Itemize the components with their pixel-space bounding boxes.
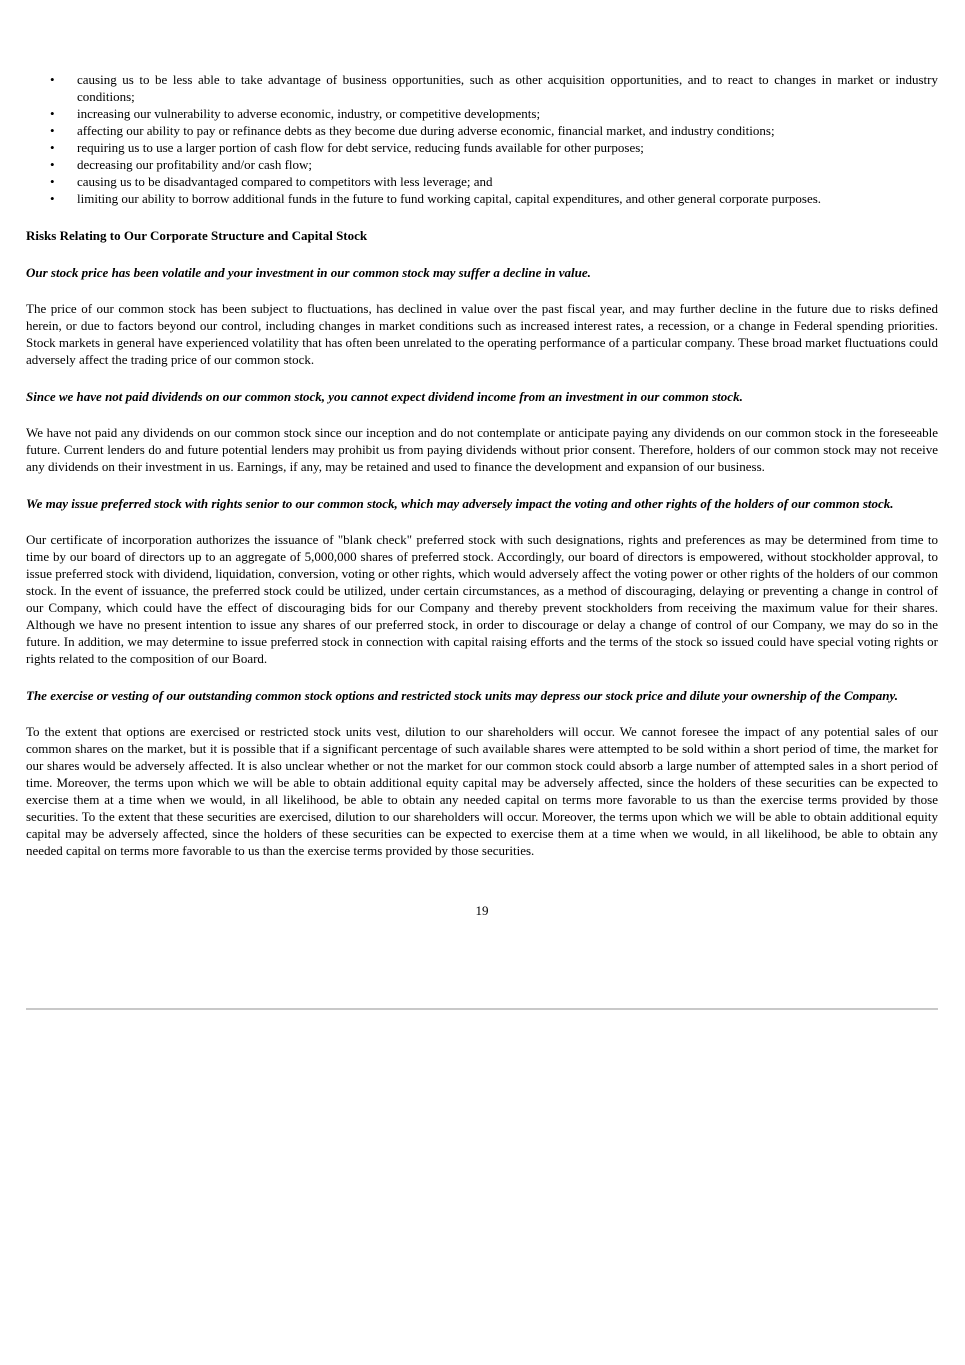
document-page [26, 71, 938, 919]
bullet-icon: • [50, 123, 55, 138]
list-item [26, 173, 938, 190]
risk-body-stock-volatility: The price of our common stock has been subject to fluctuations, has declined in value over the past fiscal year, and may further decline in the future due to risks defined herein, or due to factors beyond our control, including changes in market conditions such as increased interest rates, a recession, or a change in Federal spending priorities. Stock markets in general have experienced volatility that has often been unrelated to the operating performance of a particular company. These broad market fluctuations could adversely affect the trading price of our common stock. [26, 301, 938, 367]
list-item [26, 190, 938, 207]
bullet-icon: • [50, 157, 55, 172]
risk-title-dividends: Since we have not paid dividends on our common stock, you cannot expect dividend income from an investment in our common stock. [26, 389, 743, 404]
bullet-icon: • [50, 72, 55, 87]
risk-body-preferred-stock: Our certificate of incorporation authorizes the issuance of "blank check" preferred stock with such designations, rights and preferences as may be determined from time to time by our board of directors up to an aggregate of 5,000,000 shares of preferred stock. Accordingly, our board of directors is empowered, without stockholder approval, to issue preferred stock with dividend, liquidation, conversion, voting or other rights, which would adversely affect the voting power or other rights of the holders of our common stock. In the event of issuance, the preferred stock could be utilized, under certain circumstances, as a method of discouraging, delaying or preventing a change in control of our Company, which could have the effect of discouraging bids for our Company and thereby prevent stockholders from receiving the maximum value for their shares. Although we have no present intention to issue any shares of our preferred stock, in order to discourage or delay a change of control of our Company, we may do so in the future. In addition, we may determine to issue preferred stock in connection with capital raising efforts and the terms of the stock so issued could have special voting rights or rights related to the composition of our Board. [26, 532, 938, 666]
list-item [26, 122, 938, 139]
risk-title-stock-volatility: Our stock price has been volatile and your investment in our common stock may suffer a decline in value. [26, 265, 591, 280]
section-heading: Risks Relating to Our Corporate Structure and Capital Stock [26, 228, 368, 243]
list-item-text: increasing our vulnerability to adverse economic, industry, or competitive developments; [77, 106, 541, 121]
page-number: 19 [475, 903, 489, 918]
bullet-icon: • [50, 191, 55, 206]
list-item-text: affecting our ability to pay or refinance debts as they become due during adverse economic, financial market, and industry conditions; [77, 123, 775, 138]
list-item [26, 105, 938, 122]
list-item [26, 156, 938, 173]
list-item-text: causing us to be disadvantaged compared to competitors with less leverage; and [77, 174, 493, 189]
risk-title-preferred-stock: We may issue preferred stock with rights senior to our common stock, which may adversely impact the voting and other rights of the holders of our common stock. [26, 496, 894, 511]
list-item [26, 71, 938, 105]
risk-body-dilution: To the extent that options are exercised or restricted stock units vest, dilution to our shareholders will occur. We cannot foresee the impact of any potential sales of our common shares on the market, but it is possible that if a significant percentage of such available shares were attempted to be sold within a short period of time, the market for our shares would be adversely affected. It is also unclear whether or not the market for our common stock could absorb a large number of attempted sales in a short period of time. Moreover, the terms upon which we will be able to obtain additional equity capital may be adversely affected, since the holders of these securities can be expected to exercise them at a time when we would, in all likelihood, be able to obtain any needed capital on terms more favorable to us than the exercise terms provided by those securities. To the extent that these securities are exercised, dilution to our shareholders will occur. Moreover, the terms upon which we will be able to obtain additional equity capital may be adversely affected, since the holders of these securities can be expected to exercise them at a time when we would, in all likelihood, be able to obtain any needed capital on terms more favorable to us than the exercise terms provided by those securities. [26, 724, 938, 858]
leverage-effects-list [26, 71, 938, 207]
bullet-icon: • [50, 174, 55, 189]
bullet-icon: • [50, 106, 55, 121]
list-item-text: decreasing our profitability and/or cash flow; [77, 157, 313, 172]
list-item-text: limiting our ability to borrow additional funds in the future to fund working capital, capital expenditures, and other general corporate purposes. [77, 191, 822, 206]
risk-title-dilution: The exercise or vesting of our outstanding common stock options and restricted stock units may depress our stock price and dilute your ownership of the Company. [26, 688, 899, 703]
list-item-text: requiring us to use a larger portion of cash flow for debt service, reducing funds available for other purposes; [77, 140, 644, 155]
page-divider [26, 1008, 938, 1010]
list-item [26, 139, 938, 156]
risk-body-dividends: We have not paid any dividends on our common stock since our inception and do not contemplate or anticipate paying any dividends on our common stock in the foreseeable future. Current lenders do and future potential lenders may prohibit us from paying dividends without prior consent. Therefore, holders of our common stock may not receive any dividends on their investment in us. Earnings, if any, may be retained and used to finance the development and expansion of our business. [26, 425, 938, 474]
bullet-icon: • [50, 140, 55, 155]
list-item-text: causing us to be less able to take advantage of business opportunities, such as other acquisition opportunities, and to react to changes in market or industry conditions; [77, 72, 938, 104]
